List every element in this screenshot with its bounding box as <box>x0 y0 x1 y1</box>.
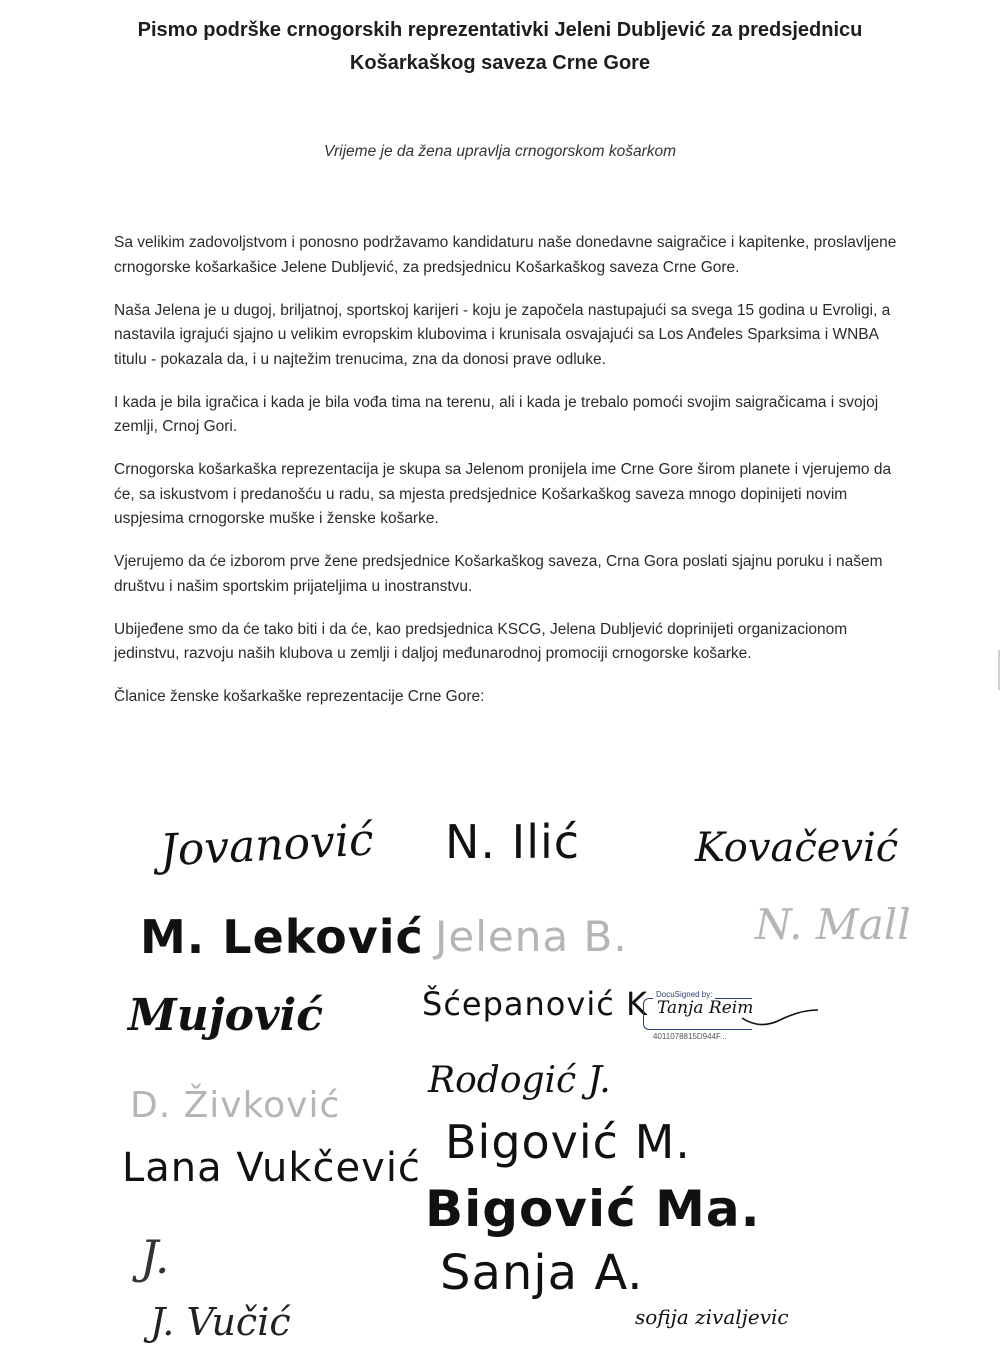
signature-1: Jovanović <box>158 814 375 877</box>
signature-12: Bigović M. <box>445 1115 691 1169</box>
docusign-id: 4011078815D944F... <box>653 1032 727 1041</box>
paragraph-5: Vjerujemo da će izborom prve žene predsjednice Košarkaškog saveza, Crna Gora poslati sjajnu poruku i našem društvu i našim sportskim prijateljima u inostranstvu. <box>114 553 883 595</box>
signature-2: N. Ilić <box>445 815 581 869</box>
paragraph-6: Ubijeđene smo da će tako biti i da će, kao predsjednica KSCG, Jelena Dubljević doprinijeti organizacionom jedinstvu, razvoju naših klubova u zemlji i daljoj međunarodnoj promociji crnogorske košarke. <box>114 620 848 662</box>
title-line-1: Pismo podrške crnogorskih reprezentativki Jeleni Dubljević za predsjednicu <box>137 19 863 41</box>
signature-11: Lana Vukčević <box>122 1145 421 1191</box>
signature-3: Kovačević <box>695 825 899 871</box>
title-line-2: Košarkaškog saveza Crne Gore <box>349 52 651 74</box>
signatories-heading: Članice ženske košarkaške reprezentacije Crne Gore: <box>114 688 485 705</box>
signature-16: J. Vučić <box>150 1300 291 1344</box>
signature-4: M. Leković <box>140 910 424 964</box>
paragraph-1: Sa velikim zadovoljstvom i ponosno podržavamo kandidaturu naše donedavne saigračice i kapitenke, proslavljene crnogorske košarkašice Jelene Dubljević, za predsjednicu Košarkaškog saveza Crne Gore. <box>114 234 897 276</box>
signature-15: Sanja A. <box>440 1245 644 1301</box>
signature-10: Rodogić J. <box>428 1060 611 1101</box>
signature-7: Mujović <box>128 990 324 1041</box>
signature-13: Bigović Ma. <box>425 1180 761 1238</box>
signature-5: Jelena B. <box>435 912 628 961</box>
docusign-label: DocuSigned by: <box>653 990 715 999</box>
signature-flourish <box>740 1000 820 1030</box>
letter-subtitle: Vrijeme je da žena upravlja crnogorskom košarkom <box>323 143 677 160</box>
signature-6: N. Mall <box>755 900 911 949</box>
letter-title <box>60 14 940 80</box>
signature-14: J. <box>140 1230 170 1284</box>
signature-17: sofija zivaljevic <box>635 1305 789 1329</box>
signature-9: D. Živković <box>130 1085 341 1126</box>
paragraph-3: I kada je bila igračica i kada je bila vođa tima na terenu, ali i kada je trebalo pomoći svojim saigračicama i svojoj zemlji, Crnoj Gori. <box>114 393 879 435</box>
paragraph-4: Crnogorska košarkaška reprezentacija je skupa sa Jelenom pronijela ime Crne Gore širom planete i vjerujemo da će, sa iskustvom i predanošću u radu, sa mjesta predsjednice Košarkaškog saveza mnogo dopinijeti novim uspjesima crnogorske muške i ženske košarke. <box>114 461 892 527</box>
paragraph-2: Naša Jelena je u dugoj, briljatnoj, sportskoj karijeri - koju je započela nastupajući sa svega 15 godina u Evroligi, a nastavila igrajući sjajno u velikim evropskim klubovima i krunisala osvajajući sa Los Anđeles Sparksima i WNBA titulu - pokazala da, i u najtežim trenucima, zna da donosi prave odluke. <box>114 301 891 368</box>
docusign-signature: Tanja Reim <box>657 998 754 1018</box>
signature-8: Šćepanović K <box>422 985 648 1023</box>
letter-body <box>114 231 914 728</box>
